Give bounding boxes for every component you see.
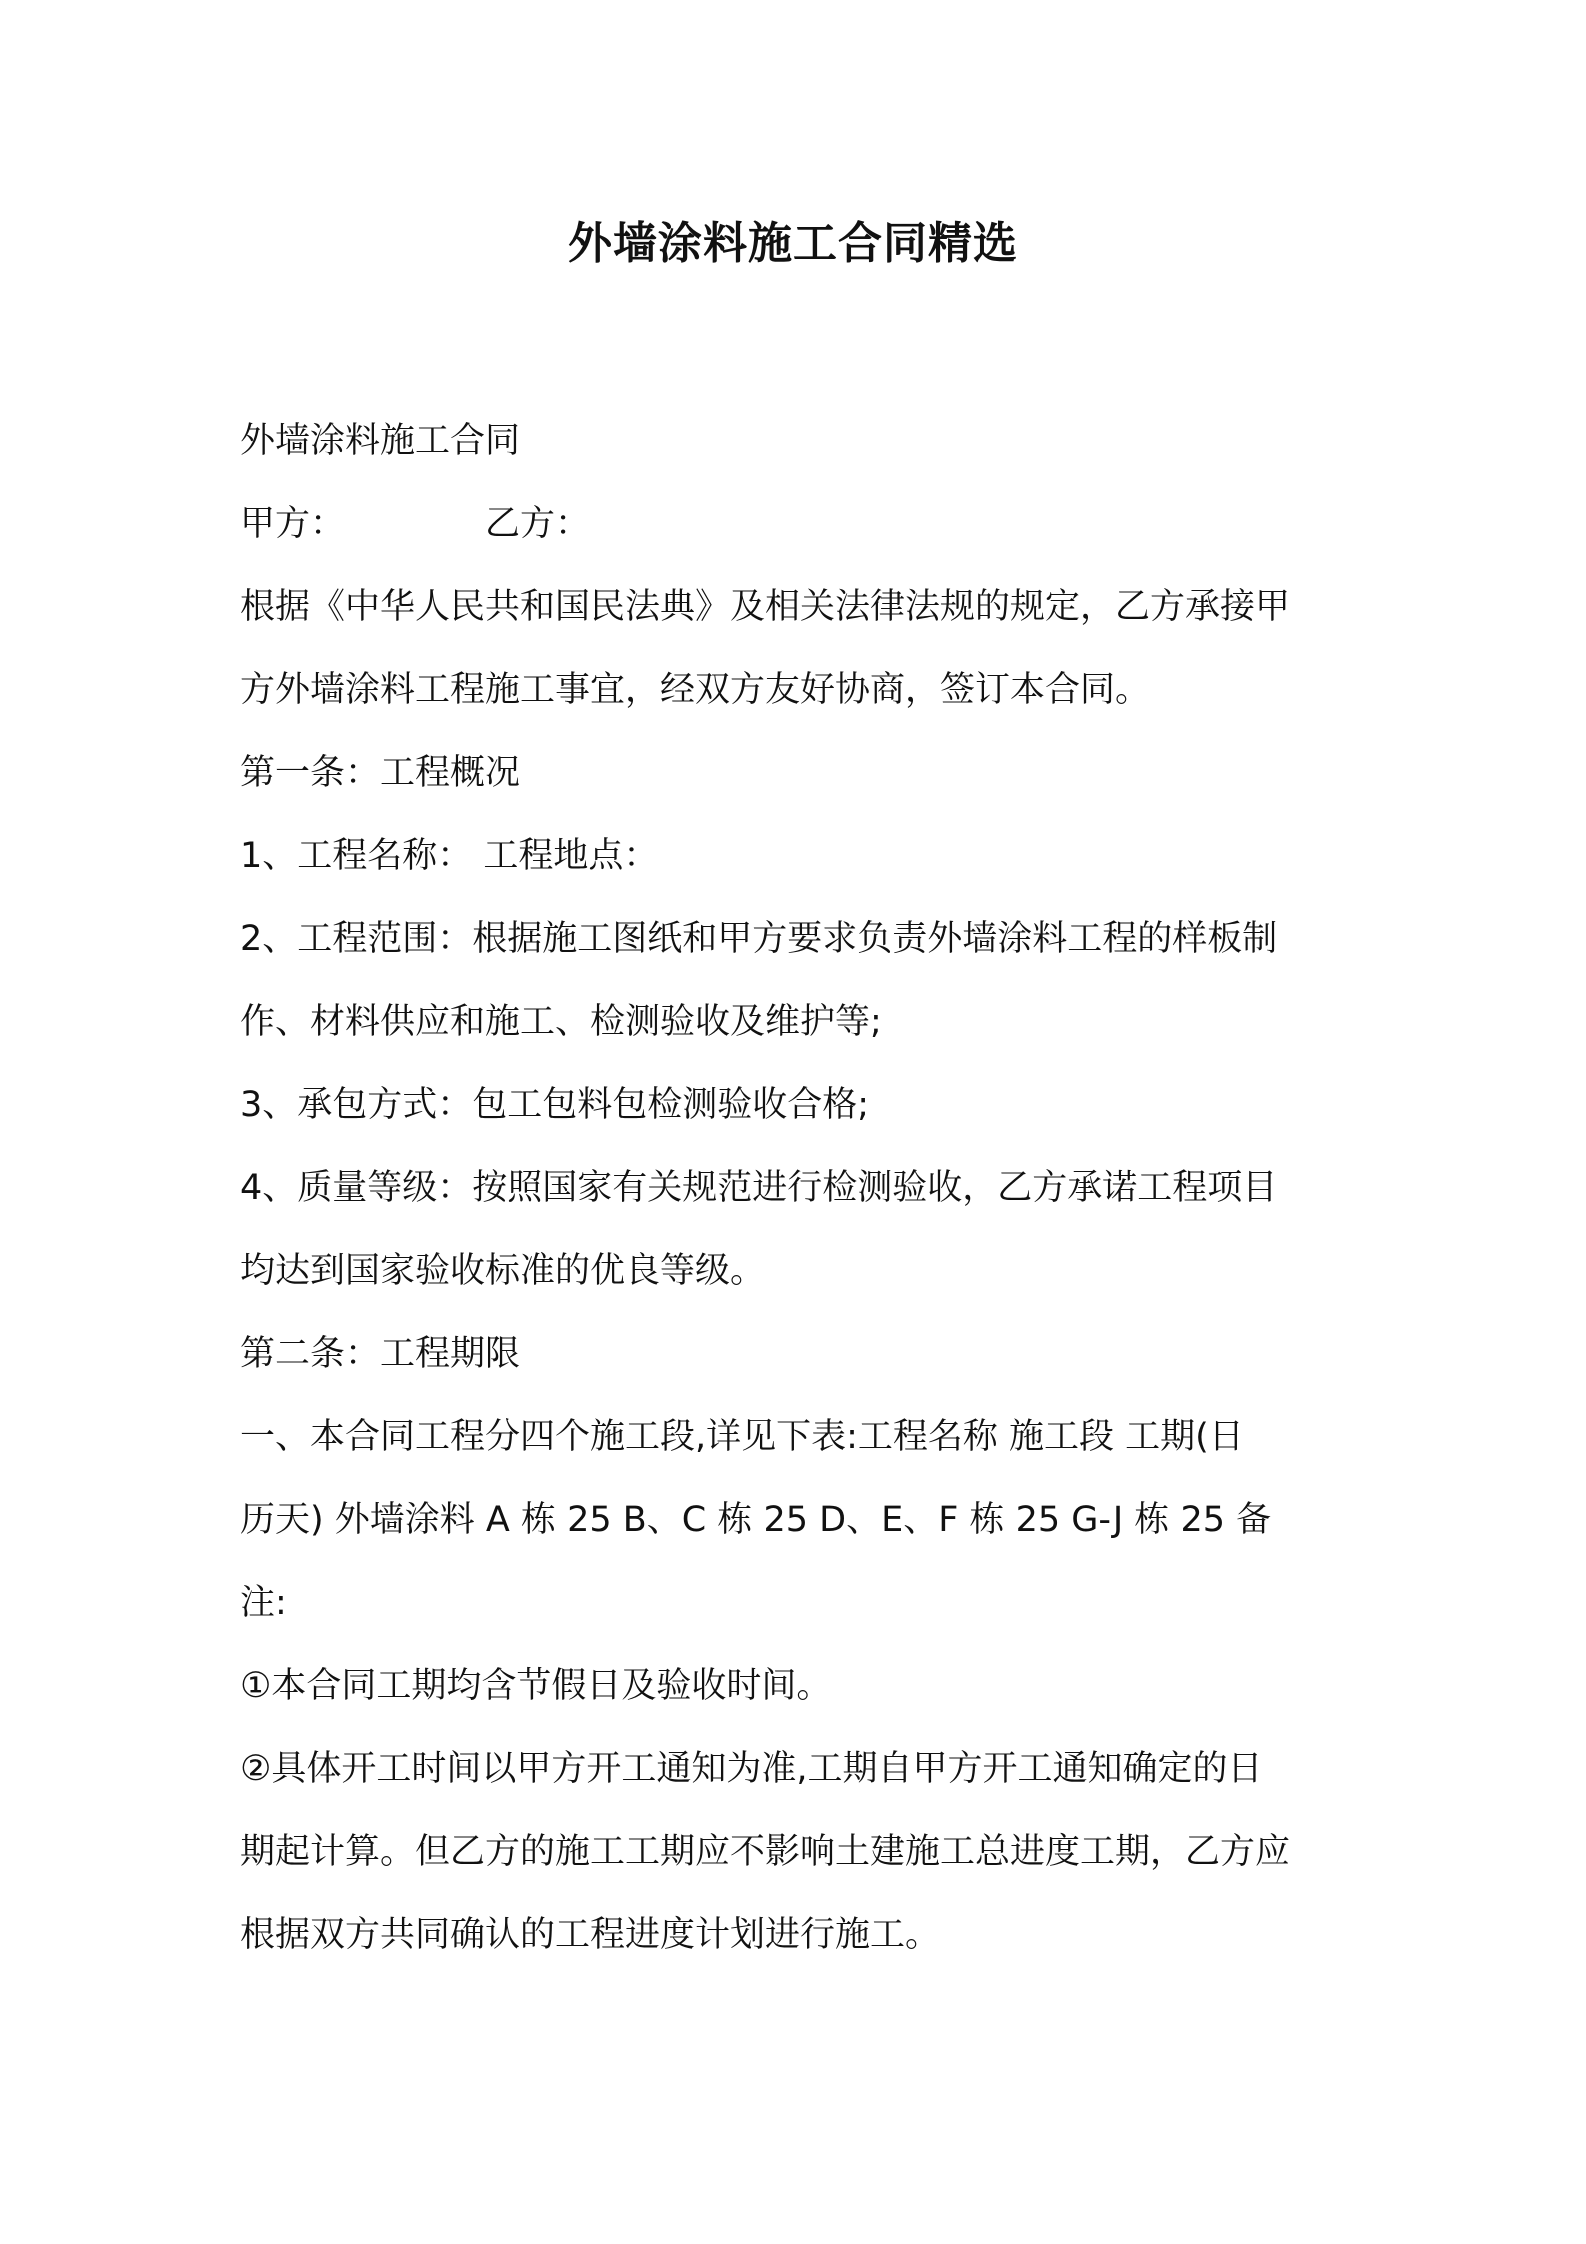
paragraph-line: 2、工程范围：根据施工图纸和甲方要求负责外墙涂料工程的样板制 bbox=[240, 919, 1278, 959]
paragraph-line: 方外墙涂料工程施工事宜，经双方友好协商，签订本合同。 bbox=[240, 670, 1151, 710]
paragraph-line: ①本合同工期均含节假日及验收时间。 bbox=[240, 1666, 832, 1706]
subtitle: 外墙涂料施工合同 bbox=[240, 421, 521, 461]
paragraph-line: 历天) 外墙涂料 A 栋 25 B、C 栋 25 D、E、F 栋 25 G-J 栋 25 备 bbox=[240, 1500, 1272, 1540]
paragraph-line: 1、工程名称： 工程地点： bbox=[240, 836, 659, 876]
party-b-label: 乙方： bbox=[485, 504, 591, 544]
paragraph-line: 期起计算。但乙方的施工工期应不影响土建施工总进度工期，乙方应 bbox=[240, 1832, 1291, 1872]
party-a-label: 甲方： bbox=[240, 504, 346, 544]
paragraph-line: 作、材料供应和施工、检测验收及维护等; bbox=[240, 1002, 882, 1042]
paragraph-line: 根据《中华人民共和国民法典》及相关法律法规的规定，乙方承接甲 bbox=[240, 587, 1291, 627]
section-heading: 第二条：工程期限 bbox=[240, 1334, 521, 1374]
paragraph-line: 一、本合同工程分四个施工段,详见下表:工程名称 施工段 工期(日 bbox=[240, 1417, 1244, 1457]
paragraph-line: ②具体开工时间以甲方开工通知为准,工期自甲方开工通知确定的日 bbox=[240, 1749, 1263, 1789]
paragraph-line: 均达到国家验收标准的优良等级。 bbox=[240, 1251, 766, 1291]
paragraph-line: 根据双方共同确认的工程进度计划进行施工。 bbox=[240, 1915, 941, 1955]
paragraph-line: 3、承包方式：包工包料包检测验收合格; bbox=[240, 1085, 870, 1125]
paragraph-line: 注: bbox=[240, 1583, 287, 1623]
section-heading: 第一条：工程概况 bbox=[240, 753, 521, 793]
parties-line bbox=[240, 483, 1350, 566]
document-title: 外墙涂料施工合同精选 bbox=[568, 218, 1018, 269]
document-body bbox=[240, 400, 1350, 1977]
paragraph-line: 4、质量等级：按照国家有关规范进行检测验收，乙方承诺工程项目 bbox=[240, 1168, 1278, 1208]
